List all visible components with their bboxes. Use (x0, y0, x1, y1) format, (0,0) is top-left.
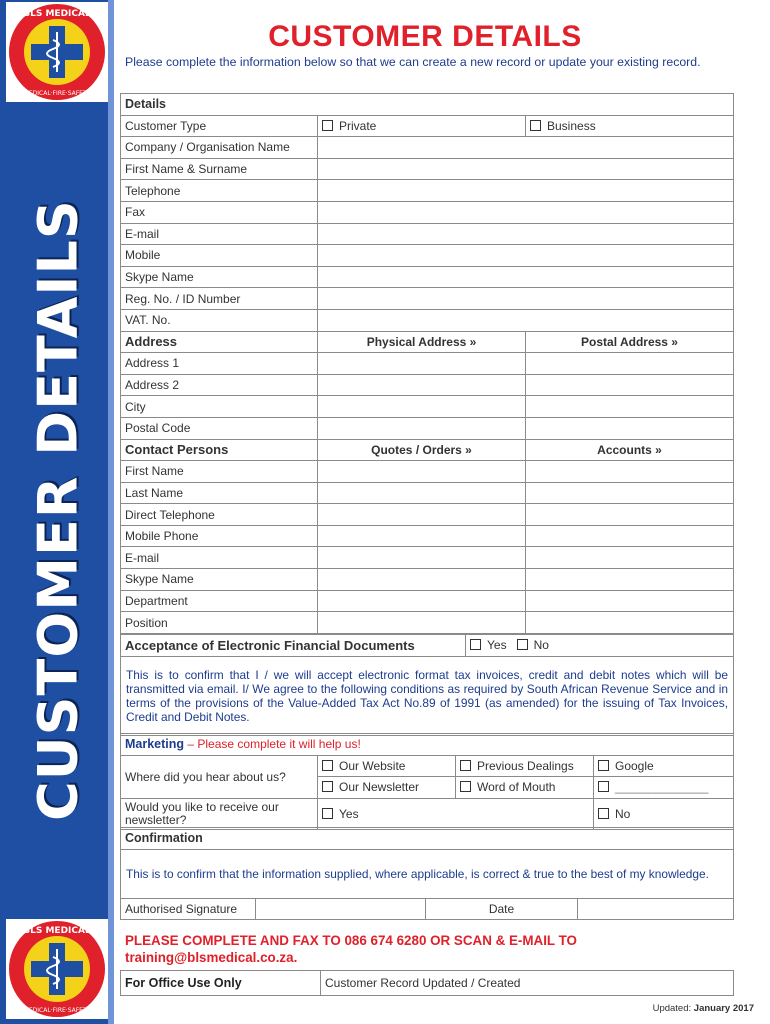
accounts-last-name-field[interactable] (526, 482, 734, 504)
reg-no-label: Reg. No. / ID Number (121, 288, 318, 310)
vat-no-field[interactable] (318, 309, 734, 331)
contact-department-label: Department (121, 590, 318, 612)
reg-no-field[interactable] (318, 288, 734, 310)
date-field[interactable] (578, 898, 734, 920)
quotes-email-field[interactable] (318, 547, 526, 569)
bls-medical-logo-icon (6, 2, 108, 102)
quotes-mobile-field[interactable] (318, 525, 526, 547)
hear-about-label: Where did you hear about us? (121, 755, 318, 798)
skype-field[interactable] (318, 266, 734, 288)
opt-word[interactable] (456, 777, 594, 799)
acceptance-table (120, 634, 734, 736)
opt-other-line[interactable]: ______________ (615, 780, 709, 795)
quotes-last-name-field[interactable] (318, 482, 526, 504)
quotes-position-field[interactable] (318, 612, 526, 634)
newsletter-question: Would you like to receive our newsletter? (121, 798, 318, 829)
customer-type-label: Customer Type (121, 115, 318, 137)
business-option[interactable] (526, 115, 734, 137)
marketing-subheading: – Please complete it will help us! (184, 737, 361, 752)
full-name-field[interactable] (318, 158, 734, 180)
checkbox-icon[interactable] (598, 760, 609, 771)
acceptance-yes[interactable]: Yes (487, 638, 507, 653)
private-label: Private (339, 118, 377, 133)
quotes-department-field[interactable] (318, 590, 526, 612)
checkbox-icon[interactable] (460, 760, 471, 771)
contact-mobile-label: Mobile Phone (121, 525, 318, 547)
quotes-first-name-field[interactable] (318, 461, 526, 483)
quotes-skype-field[interactable] (318, 569, 526, 591)
checkbox-icon[interactable] (322, 808, 333, 819)
quotes-orders-header: Quotes / Orders » (318, 439, 526, 461)
checkbox-icon[interactable] (517, 639, 528, 650)
accounts-email-field[interactable] (526, 547, 734, 569)
fax-label: Fax (121, 201, 318, 223)
confirmation-table (120, 827, 734, 920)
sidebar-banner (0, 0, 114, 1024)
svg-text:BLS MEDICAL: BLS MEDICAL (23, 9, 91, 19)
svg-text:MEDICAL·FIRE·SAFETY: MEDICAL·FIRE·SAFETY (23, 1007, 91, 1014)
marketing-table (120, 733, 734, 830)
contact-position-label: Position (121, 612, 318, 634)
details-table (120, 93, 734, 634)
acceptance-no[interactable]: No (533, 638, 549, 653)
checkbox-icon[interactable] (598, 808, 609, 819)
sidebar-title: CUSTOMER DETAILS (26, 199, 90, 821)
physical-postal-code-field[interactable] (318, 417, 526, 439)
address-heading: Address (121, 331, 318, 353)
postal-postal-code-field[interactable] (526, 417, 734, 439)
newsletter-no[interactable] (594, 798, 734, 829)
address1-label: Address 1 (121, 353, 318, 375)
training-email-link[interactable]: training@blsmedical.co.za. (125, 950, 298, 965)
acceptance-heading: Acceptance of Electronic Financial Documents (121, 635, 466, 657)
contact-first-name-label: First Name (121, 461, 318, 483)
accounts-position-field[interactable] (526, 612, 734, 634)
accounts-mobile-field[interactable] (526, 525, 734, 547)
opt-other[interactable] (594, 777, 734, 799)
address2-label: Address 2 (121, 374, 318, 396)
telephone-label: Telephone (121, 180, 318, 202)
fax-field[interactable] (318, 201, 734, 223)
checkbox-icon[interactable] (322, 781, 333, 792)
signature-label: Authorised Signature (121, 898, 256, 920)
telephone-field[interactable] (318, 180, 734, 202)
contact-last-name-label: Last Name (121, 482, 318, 504)
company-label: Company / Organisation Name (121, 137, 318, 159)
contacts-heading: Contact Persons (121, 439, 318, 461)
physical-address-header: Physical Address » (318, 331, 526, 353)
accounts-first-name-field[interactable] (526, 461, 734, 483)
details-heading: Details (121, 94, 734, 116)
email-label: E-mail (121, 223, 318, 245)
city-label: City (121, 396, 318, 418)
postal-address2-field[interactable] (526, 374, 734, 396)
full-name-label: First Name & Surname (121, 158, 318, 180)
contact-skype-label: Skype Name (121, 569, 318, 591)
accounts-header: Accounts » (526, 439, 734, 461)
updated-label: Updated: (652, 1003, 692, 1014)
newsletter-no-label: No (615, 806, 631, 821)
office-use-label: For Office Use Only (121, 971, 321, 996)
checkbox-icon[interactable] (470, 639, 481, 650)
accounts-skype-field[interactable] (526, 569, 734, 591)
please-complete-text: PLEASE COMPLETE AND FAX TO 086 674 6280 OR SCAN & E-MAIL TO (125, 933, 577, 948)
postal-address-header: Postal Address » (526, 331, 734, 353)
opt-previous-label: Previous Dealings (477, 758, 574, 773)
business-label: Business (547, 118, 596, 133)
acceptance-options (466, 635, 734, 657)
newsletter-yes[interactable] (318, 798, 594, 829)
page-title: CUSTOMER DETAILS (268, 20, 582, 53)
intro-text: Please complete the information below so that we can create a new record or update your existing record. (125, 55, 701, 69)
checkbox-icon[interactable] (598, 781, 609, 792)
physical-address1-field[interactable] (318, 353, 526, 375)
opt-website-label: Our Website (339, 758, 406, 773)
accounts-department-field[interactable] (526, 590, 734, 612)
contact-direct-tel-label: Direct Telephone (121, 504, 318, 526)
bls-medical-logo-icon (6, 919, 108, 1019)
mobile-field[interactable] (318, 245, 734, 267)
logo-bottom (6, 919, 108, 1019)
contact-email-label: E-mail (121, 547, 318, 569)
office-use-value: Customer Record Updated / Created (321, 971, 734, 996)
signature-field[interactable] (256, 898, 426, 920)
confirmation-heading: Confirmation (121, 828, 734, 850)
physical-city-field[interactable] (318, 396, 526, 418)
postal-city-field[interactable] (526, 396, 734, 418)
mobile-label: Mobile (121, 245, 318, 267)
office-use-table (120, 970, 734, 996)
updated-date: January 2017 (693, 1003, 754, 1014)
svg-text:BLS MEDICAL: BLS MEDICAL (23, 926, 91, 936)
opt-website[interactable] (318, 755, 456, 777)
opt-previous[interactable] (456, 755, 594, 777)
opt-newsletter-label: Our Newsletter (339, 780, 420, 795)
date-label: Date (426, 898, 578, 920)
company-field[interactable] (318, 137, 734, 159)
confirmation-text: This is to confirm that the information supplied, where applicable, is correct & true to the best of my knowledge. (121, 849, 734, 898)
svg-text:MEDICAL·FIRE·SAFETY: MEDICAL·FIRE·SAFETY (23, 90, 91, 97)
newsletter-yes-label: Yes (339, 806, 359, 821)
opt-google[interactable] (594, 755, 734, 777)
please-complete-note (125, 932, 725, 966)
checkbox-icon[interactable] (460, 781, 471, 792)
private-option[interactable] (318, 115, 526, 137)
quotes-direct-tel-field[interactable] (318, 504, 526, 526)
logo-top (6, 2, 108, 102)
checkbox-icon[interactable] (530, 120, 541, 131)
checkbox-icon[interactable] (322, 760, 333, 771)
checkbox-icon[interactable] (322, 120, 333, 131)
postal-address1-field[interactable] (526, 353, 734, 375)
acceptance-text: This is to confirm that I / we will accept electronic format tax invoices, credit and debit notes which will be transmitted via email. I/ We agree to the following conditions as required by South African Revenue Service and in terms of the provisions of the Value-Added Tax Act No.89 of 1991 (as amended) for the issuing of Tax Invoices, Credit and Debit Notes. (121, 656, 734, 735)
email-field[interactable] (318, 223, 734, 245)
opt-newsletter[interactable] (318, 777, 456, 799)
updated-note (653, 1003, 754, 1014)
opt-google-label: Google (615, 758, 654, 773)
marketing-heading: Marketing (125, 737, 185, 752)
accounts-direct-tel-field[interactable] (526, 504, 734, 526)
physical-address2-field[interactable] (318, 374, 526, 396)
postal-code-label: Postal Code (121, 417, 318, 439)
skype-label: Skype Name (121, 266, 318, 288)
opt-word-label: Word of Mouth (477, 780, 556, 795)
marketing-heading-cell (121, 734, 734, 756)
sidebar-band (108, 0, 114, 1024)
vat-no-label: VAT. No. (121, 309, 318, 331)
